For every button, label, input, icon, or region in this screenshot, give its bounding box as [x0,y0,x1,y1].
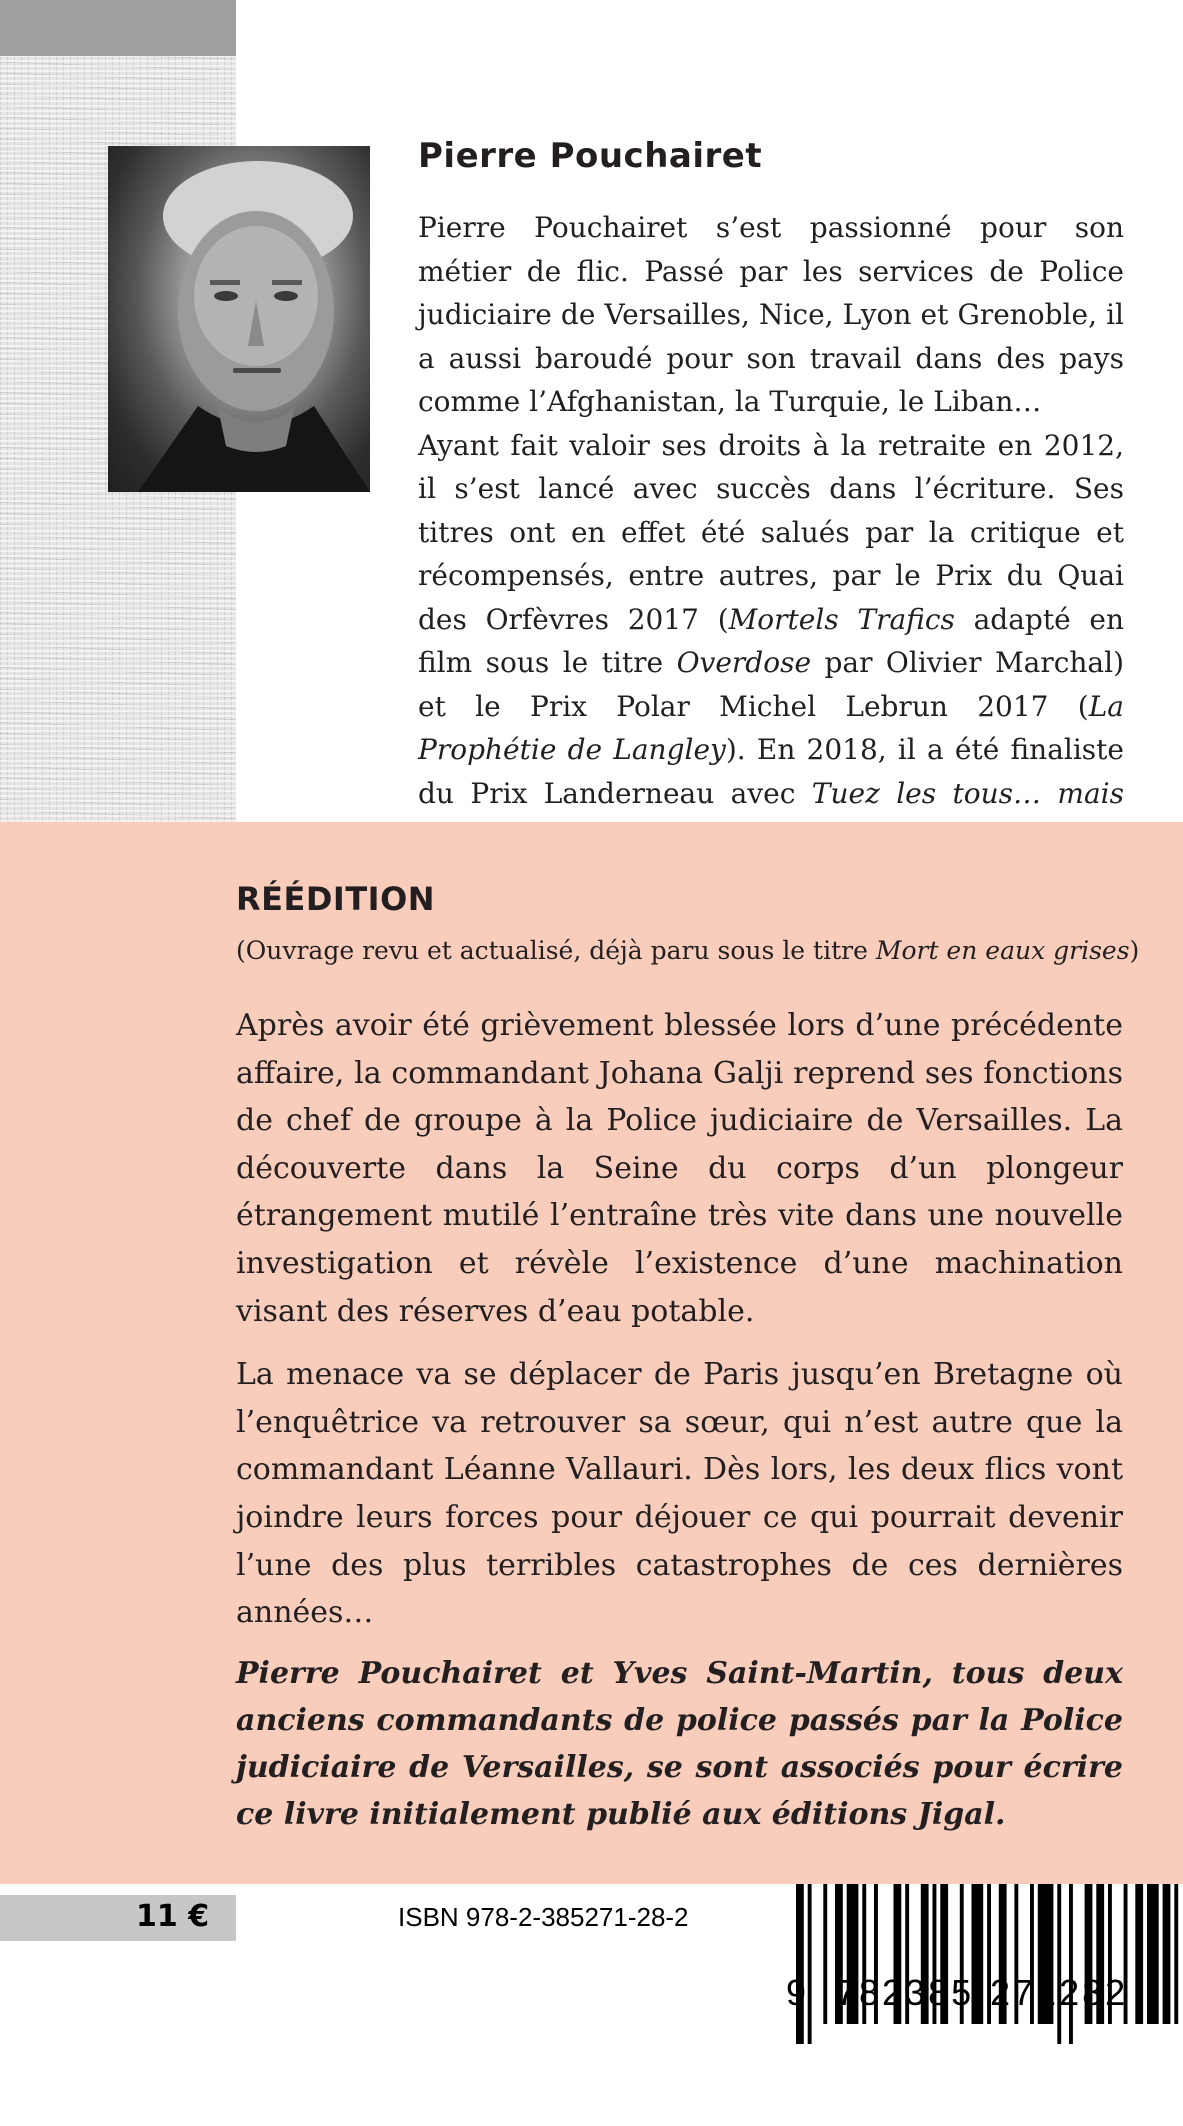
isbn-label: ISBN 978-2-385271-28-2 [398,1902,689,1932]
author-bio [418,206,1124,859]
book-title-tuez-les-tous: Tuez les tous… mais [811,776,1124,810]
previous-title: Mort en eaux grises [875,936,1130,965]
author-photo [108,146,370,492]
bio-text: ). En 2018, il a été finaliste du Prix Landerneau avec [418,733,1124,810]
subtitle-text: ) [1129,936,1140,965]
bio-paragraph-2 [418,424,1124,859]
synopsis-paragraph-1: Après avoir été grièvement blessée lors d’une précédente affaire, la commandant Johana Galji reprend ses fonctions de chef de groupe à la Police judiciaire de Versailles. La découverte dans la Seine du corps d’un plongeur étrangement mutilé l’entraîne très vite dans une nouvelle investigation et révèle l’existence d’une machination visant des réserves d’eau potable. [236,1008,1123,1329]
edition-subtitle [236,934,1140,968]
barcode-lead-digit: 9 [786,1972,810,2013]
bio-text: par Olivier Marchal) et le Prix Polar Michel Lebrun 2017 ( [418,646,1124,723]
bio-text: adapté en film sous le titre [418,602,1124,679]
book-title-mortels-trafics: Mortels Trafics [728,602,955,636]
author-name: Pierre Pouchairet [418,136,763,176]
subtitle-text: (Ouvrage revu et actualisé, déjà paru sous le titre [236,936,876,965]
book-title-la-prophetie: La Prophétie de Langley [418,689,1124,766]
barcode-right-group: 271282 [990,1972,1129,2013]
price-label: 11 € [136,1899,210,1934]
authors-note: Pierre Pouchairet et Yves Saint-Martin, tous deux anciens commandants de police passés par la Police judiciaire de Versailles, se sont associés pour écrire ce livre initialement publié aux éditions Jigal. [236,1656,1123,1832]
bio-paragraph-1: Pierre Pouchairet s’est passionné pour son métier de flic. Passé par les services de Police judiciaire de Versailles, Nice, Lyon et Grenoble, il a aussi baroudé pour son travail dans des pays comme l’Afghanistan, la Turquie, le Liban… [418,211,1124,418]
reedition-heading: RÉÉDITION [236,880,436,918]
gray-band [0,0,236,56]
synopsis-paragraph-2: La menace va se déplacer de Paris jusqu’en Bretagne où l’enquêtrice va retrouver sa sœur, qui n’est autre que la commandant Léanne Vallauri. Dès lors, les deux flics vont joindre leurs forces pour déjouer ce qui pourrait devenir l’une des plus terribles catastrophes de ces dernières années… [236,1357,1123,1631]
bio-text: Ayant fait valoir ses droits à la retraite en 2012, il s’est lancé avec succès dans l’écriture. Ses titres ont en effet été salués par la critique et récompensés, entre autres, par le Prix du Quai des Orfèvres 2017 ( [418,428,1124,636]
barcode-left-group: 782385 [836,1972,975,2013]
film-title-overdose: Overdose [676,646,812,679]
synopsis [236,1002,1123,1653]
